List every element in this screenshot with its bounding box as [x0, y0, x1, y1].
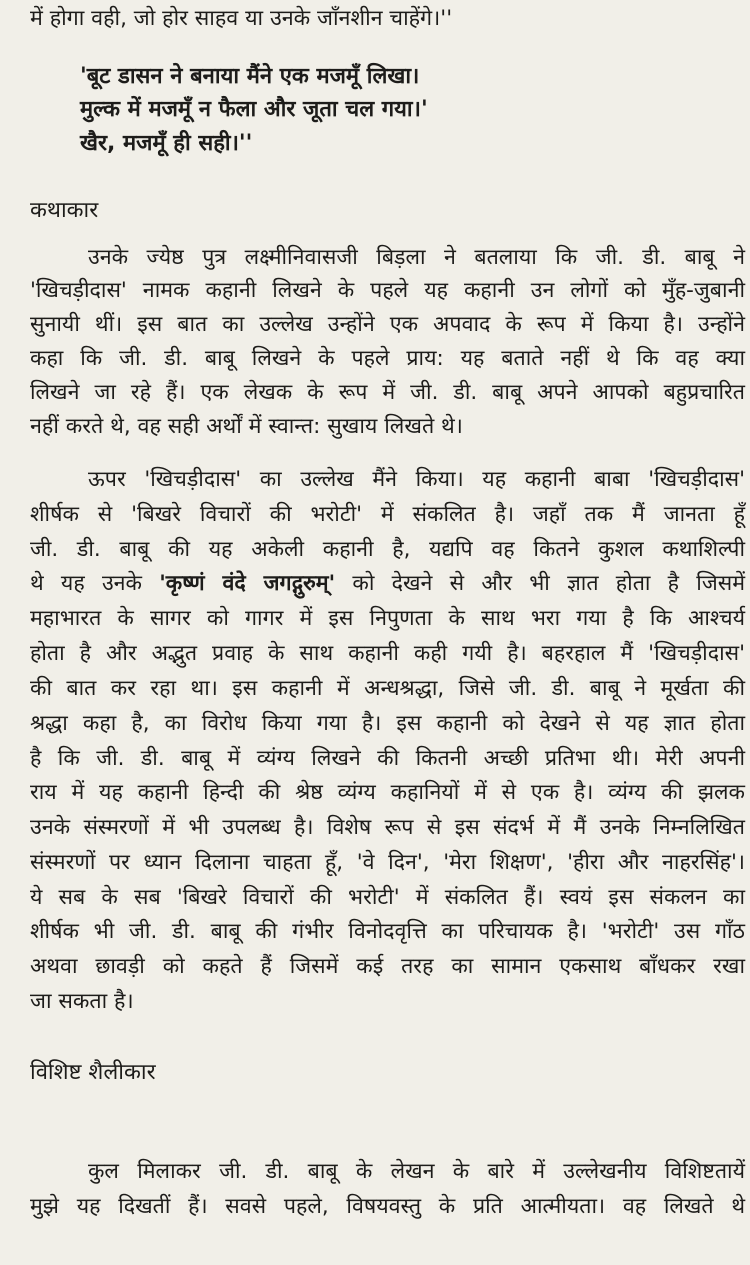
- paragraph-line: उनके संस्मरणों में भी उपलब्ध है। विशेष रूप से इस संदर्भ में मैं उनके निम्नलिखित: [30, 815, 745, 840]
- book-title: 'कृष्णं वंदे जगद्गुरुम्': [159, 571, 336, 596]
- paragraph-line: ऊपर 'खिचड़ीदास' का उल्लेख मैंने किया। यह कहानी बाबा 'खिचड़ीदास': [88, 467, 745, 492]
- section-heading: कथाकार: [30, 198, 99, 223]
- paragraph-line: जा सकता है।: [30, 989, 134, 1014]
- paragraph-line: ये सब के सब 'बिखरे विचारों की भरोटी' में संकलित हैं। स्वयं इस संकलन का: [30, 885, 745, 910]
- paragraph-line: जी. डी. बाबू की यह अकेली कहानी है, यद्यपि वह कितने कुशल कथाशिल्पी: [30, 537, 745, 562]
- paragraph-line: श्रद्धा कहा है, का विरोध किया गया है। इस कहानी को देखने से यह ज्ञात होता: [30, 711, 745, 736]
- poem-line: 'बूट डासन ने बनाया मैंने एक मजमूँ लिखा।: [80, 64, 420, 89]
- paragraph-line: 'खिचड़ीदास' नामक कहानी लिखने के पहले यह कहानी उन लोगों को मुँह-जुबानी: [30, 278, 745, 303]
- paragraph-line: लिखने जा रहे हैं। एक लेखक के रूप में जी. डी. बाबू अपने आपको बहुप्रचारित: [30, 380, 745, 405]
- paragraph-line: [30, 569, 745, 599]
- paragraph-line: उनके ज्येष्ठ पुत्र लक्ष्मीनिवासजी बिड़ला ने बतलाया कि जी. डी. बाबू ने: [88, 245, 745, 270]
- paragraph-line: शीर्षक भी जी. डी. बाबू की गंभीर विनोदवृत्ति का परिचायक है। 'भरोटी' उस गाँठ: [30, 919, 745, 944]
- paragraph-line: कहा कि जी. डी. बाबू लिखने के पहले प्राय: यह बताते नहीं थे कि वह क्या: [30, 346, 745, 371]
- paragraph-line: होता है और अद्भुत प्रवाह के साथ कहानी कही गयी है। बहरहाल मैं 'खिचड़ीदास': [30, 641, 745, 666]
- quote-tail: में होगा वही, जो होर साहव या उनके जाँनशीन चाहेंगे।'': [30, 6, 453, 31]
- poem-line: मुल्क में मजमूँ न फैला और जूता चल गया।': [80, 97, 428, 122]
- paragraph-line: नहीं करते थे, वह सही अर्थों में स्वान्त: सुखाय लिखते थे।: [30, 414, 463, 439]
- paragraph-line: संस्मरणों पर ध्यान दिलाना चाहता हूँ, 'वे दिन', 'मेरा शिक्षण', 'हीरा और नाहरसिंह'।: [30, 850, 745, 875]
- paragraph-text: थे यह उनके: [30, 571, 160, 596]
- paragraph-line: मुझे यह दिखतीं हैं। सवसे पहले, विषयवस्तु के प्रति आत्मीयता। वह लिखते थे: [30, 1194, 745, 1219]
- paragraph-line: की बात कर रहा था। इस कहानी में अन्धश्रद्धा, जिसे जी. डी. बाबू ने मूर्खता की: [30, 676, 745, 701]
- poem-line: खैर, मजमूँ ही सही।'': [80, 131, 253, 156]
- paragraph-line: अथवा छावड़ी को कहते हैं जिसमें कई तरह का सामान एकसाथ बाँधकर रखा: [30, 954, 745, 979]
- paragraph-line: कुल मिलाकर जी. डी. बाबू के लेखन के बारे में उल्लेखनीय विशिष्टतायें: [88, 1159, 745, 1184]
- section-heading: विशिष्ट शैलीकार: [30, 1060, 156, 1085]
- paragraph-line: सुनायी थीं। इस बात का उल्लेख उन्होंने एक अपवाद के रूप में किया है। उन्होंने: [30, 312, 745, 337]
- paragraph-line: महाभारत के सागर को गागर में इस निपुणता के साथ भरा गया है कि आश्चर्य: [30, 606, 745, 631]
- paragraph-text: को देखने से और भी ज्ञात होता है जिसमें: [335, 571, 745, 596]
- paragraph-line: शीर्षक से 'बिखरे विचारों की भरोटी' में संकलित है। जहाँ तक मैं जानता हूँ: [30, 502, 745, 527]
- paragraph-line: है कि जी. डी. बाबू में व्यंग्य लिखने की कितनी अच्छी प्रतिभा थी। मेरी अपनी: [30, 746, 745, 771]
- paragraph-line: राय में यह कहानी हिन्दी की श्रेष्ठ व्यंग्य कहानियों में से एक है। व्यंग्य की झलक: [30, 780, 745, 805]
